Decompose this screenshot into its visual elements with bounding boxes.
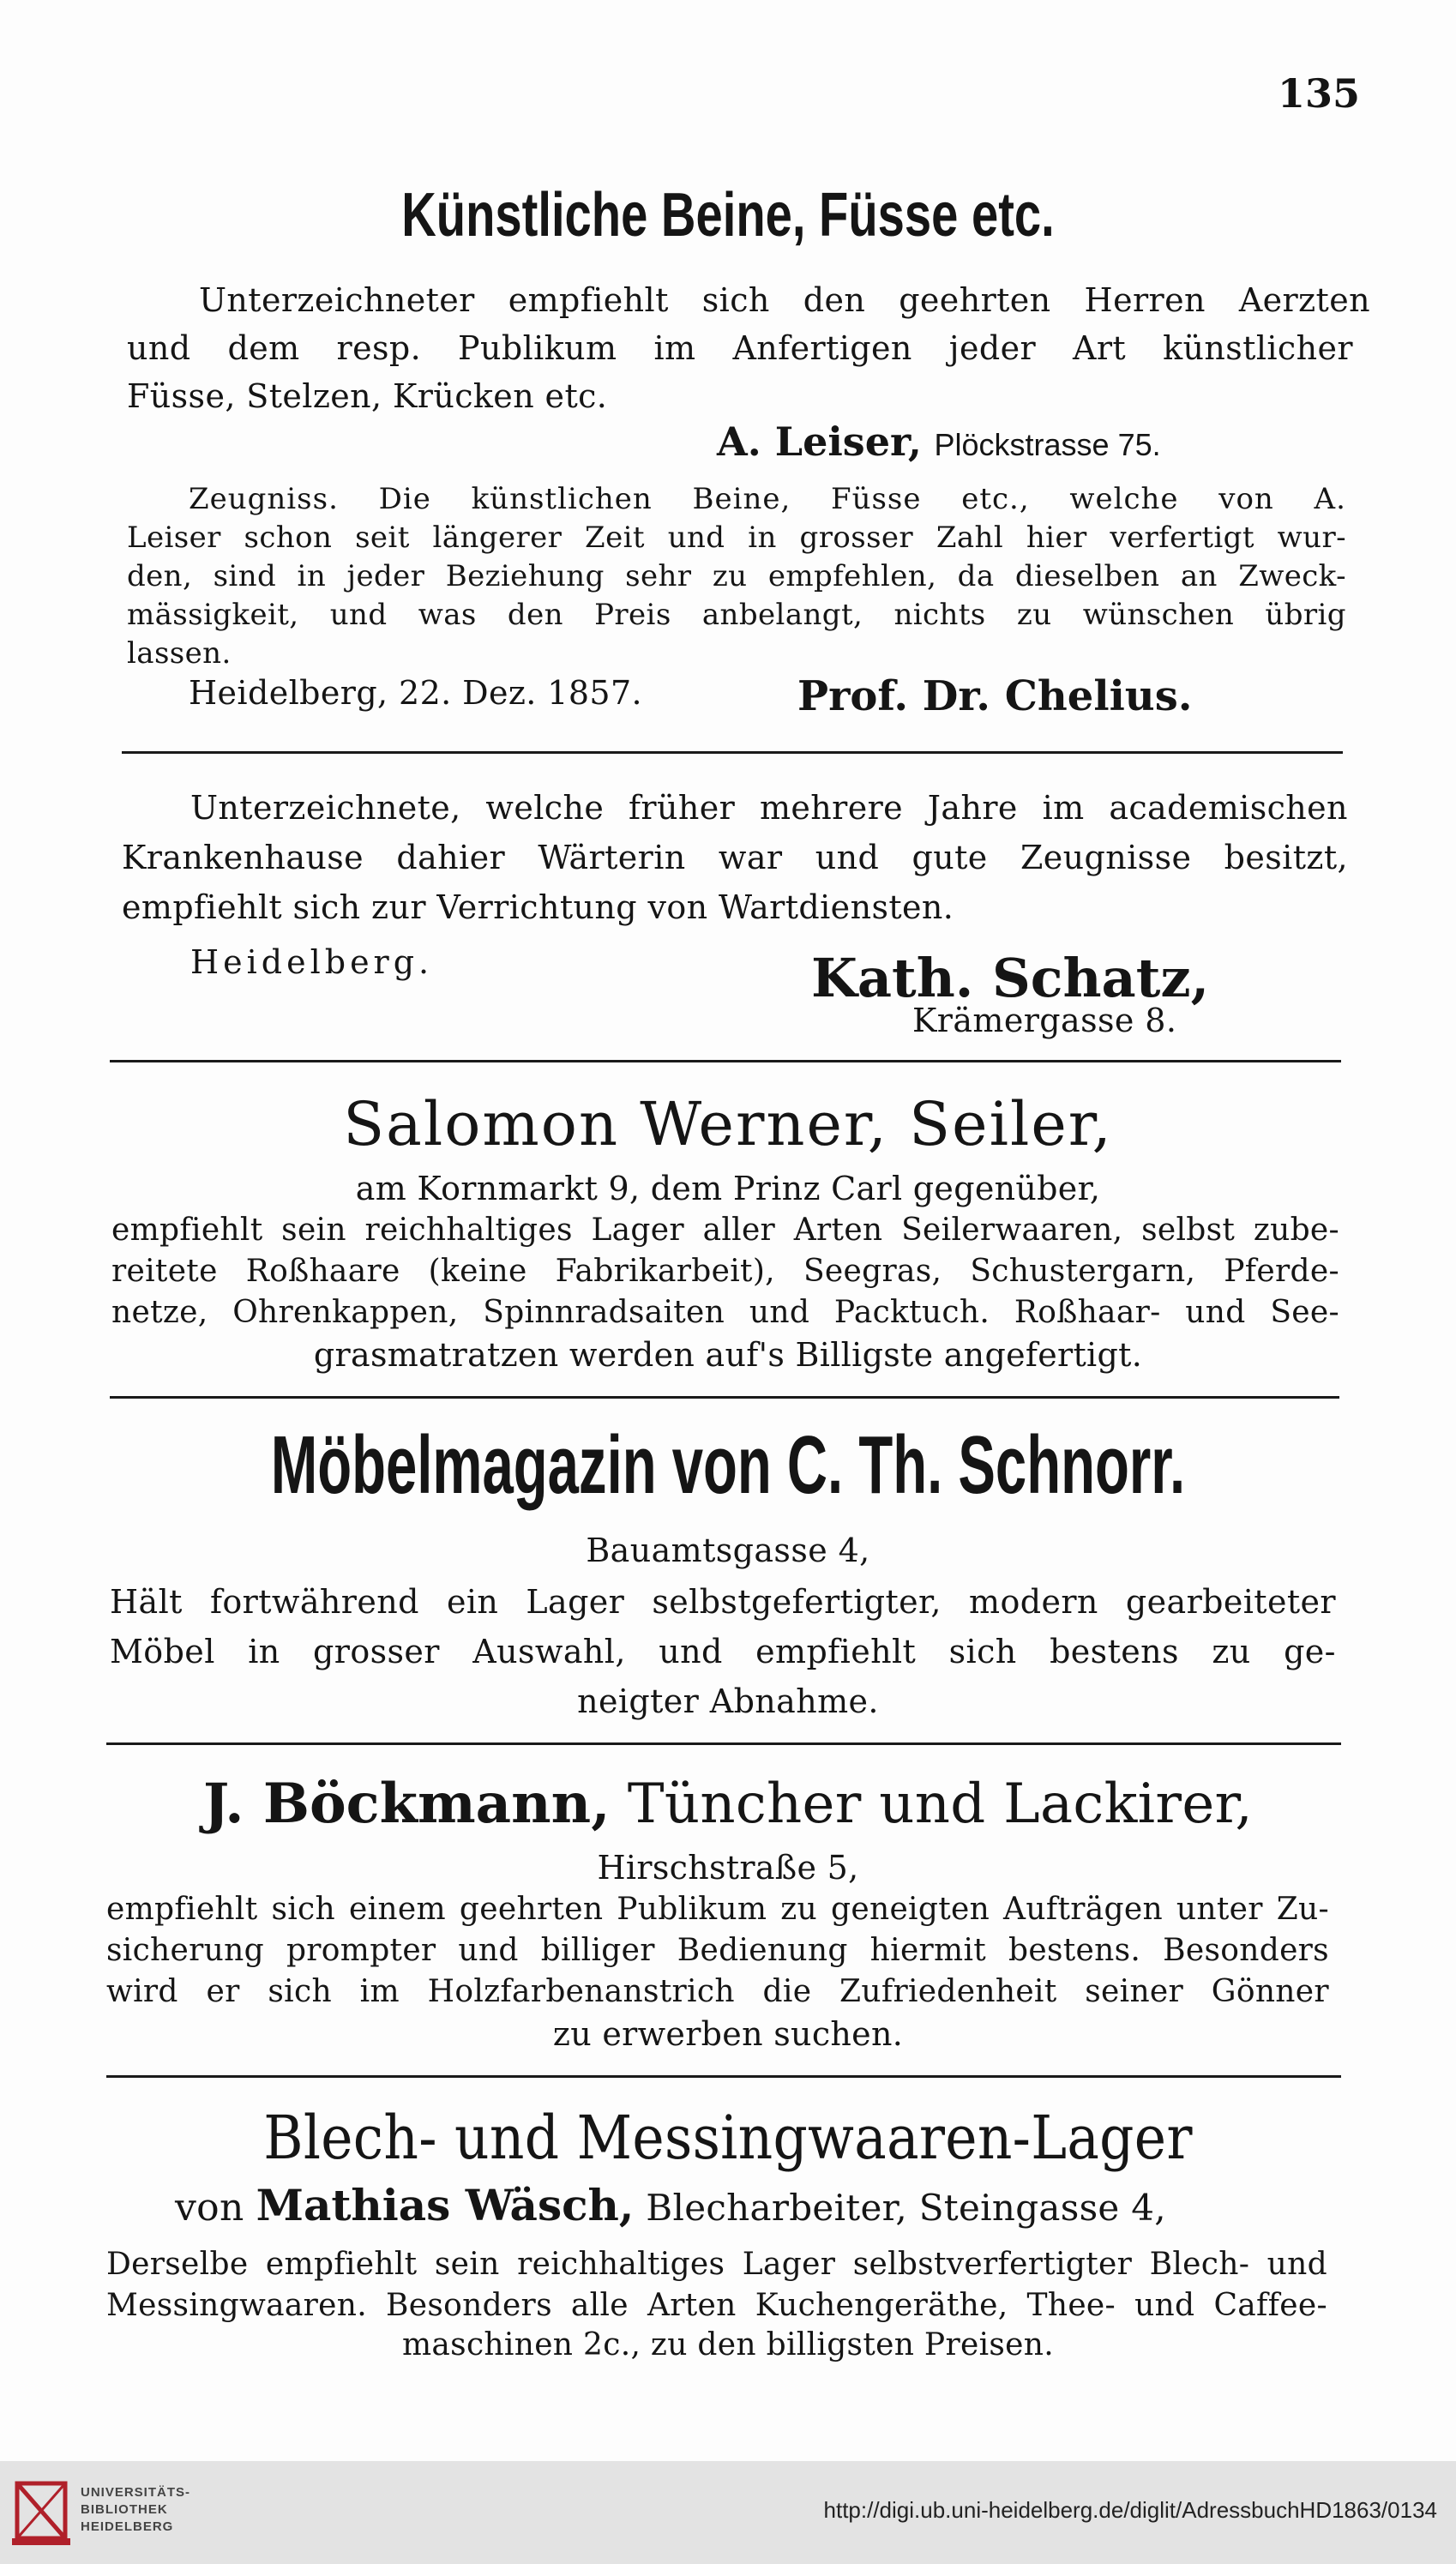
ad5-word: bestens. xyxy=(1008,1933,1141,1968)
ad1-signer-name: A. Leiser, xyxy=(717,418,922,465)
ad2-word: mehrere xyxy=(759,789,904,827)
ad1-testimony-word: längerer xyxy=(432,521,563,555)
ad4-title: Möbelmagazin von C. Th. Schnorr. xyxy=(270,1419,1186,1511)
ad3-word: (keine xyxy=(428,1254,527,1289)
ad1-word: jeder xyxy=(948,329,1037,367)
ad1-testimony-word: Zeugniss. xyxy=(189,482,339,516)
ad1-place-date: Heidelberg, 22. Dez. 1857. xyxy=(189,674,643,712)
ad5-word: Bedienung xyxy=(677,1933,848,1968)
ad6-word: Kuchengeräthe, xyxy=(755,2288,1008,2323)
ad1-word: Art xyxy=(1073,329,1127,367)
ad1-testimony-word: Leiser xyxy=(127,521,221,555)
ad1-testimony-word: und xyxy=(667,521,725,555)
source-url-link[interactable]: http://digi.ub.uni-heidelberg.de/diglit/AdressbuchHD1863/0134 xyxy=(823,2497,1437,2523)
ad5-word: billiger xyxy=(540,1933,655,1968)
ad1-word: geehrten xyxy=(899,281,1051,319)
ad3-word: Roßhaar- xyxy=(1014,1295,1161,1330)
ad4-last-line: neigter Abnahme. xyxy=(577,1682,879,1720)
ad1-word: Herren xyxy=(1084,281,1206,319)
ad5-word: prompter xyxy=(286,1933,436,1968)
ad2-word: empfiehlt sich zur Verrichtung von Wartdiensten. xyxy=(122,888,954,926)
ad1-testimony-word: mässigkeit, xyxy=(127,598,299,632)
ad1-testimony-line xyxy=(127,559,1346,593)
ad6-word: Thee- xyxy=(1026,2288,1116,2323)
ad5-name: J. Böckmann, xyxy=(202,1772,611,1836)
ad1-testimony-word: anbelangt, xyxy=(701,598,863,632)
ad5-word: geneigten xyxy=(831,1892,990,1927)
ad5-word: Publikum xyxy=(617,1892,767,1927)
ad1-testimony-word: welche xyxy=(1069,482,1179,516)
ad1-testimony-word: etc., xyxy=(961,482,1030,516)
ad2-word: im xyxy=(1042,789,1085,827)
ad4-word: Lager xyxy=(526,1583,625,1621)
ad1-testimony-word: in xyxy=(748,521,777,555)
ad3-word: Fabrikarbeit), xyxy=(555,1254,775,1289)
ad5-word: seiner xyxy=(1085,1974,1184,2009)
ad3-word: empfiehlt xyxy=(111,1213,263,1248)
ad1-word: sich xyxy=(701,281,770,319)
ad1-line xyxy=(127,329,1353,367)
ad3-title: Salomon Werner, Seiler, xyxy=(343,1089,1113,1159)
ad5-line xyxy=(106,1974,1329,2009)
ad2-name: Kath. Schatz, xyxy=(811,947,1210,1009)
ad2-place: Heidelberg. xyxy=(190,943,434,981)
ad1-testimony-word: verfertigt xyxy=(1110,521,1254,555)
ad3-word: und xyxy=(749,1295,810,1330)
ad6-last-line: maschinen 2c., zu den billigsten Preisen. xyxy=(401,2327,1054,2362)
ad2-address: Krämergasse 8. xyxy=(912,1002,1177,1039)
ad5-word: Besonders xyxy=(1163,1933,1329,1968)
ad4-address: Bauamtsgasse 4, xyxy=(586,1532,870,1569)
ad2-word: Jahre xyxy=(927,789,1018,827)
ad5-last-line: zu erwerben suchen. xyxy=(552,2015,904,2053)
ad1-word: Anfertigen xyxy=(732,329,912,367)
ad1-word: Füsse, Stelzen, Krücken etc. xyxy=(127,377,608,415)
ad1-testimony-word: sehr xyxy=(625,559,692,593)
ad3-line xyxy=(111,1254,1339,1289)
ad6-heading xyxy=(175,2180,1166,2230)
ad1-testimony-word: Preis xyxy=(594,598,671,632)
ad3-line xyxy=(111,1295,1339,1330)
ad3-word: Lager xyxy=(591,1213,684,1248)
divider-4 xyxy=(106,1742,1341,1745)
ad1-testimony-word: Beine, xyxy=(692,482,791,516)
ad4-word: modern xyxy=(969,1583,1098,1621)
ad1-line xyxy=(199,281,1370,319)
ad5-address: Hirschstraße 5, xyxy=(597,1849,859,1887)
ad1-testimony-word: hier xyxy=(1026,521,1087,555)
ad1-testimony-word: an xyxy=(1180,559,1218,593)
ad1-testimony-word: Zahl xyxy=(936,521,1004,555)
divider-5 xyxy=(106,2075,1341,2078)
ad6-word: empfiehlt xyxy=(265,2247,418,2282)
ad1-word: resp. xyxy=(336,329,422,367)
ad6-rest: Blecharbeiter, Steingasse 4, xyxy=(646,2187,1166,2229)
ad1-testimony-line xyxy=(127,598,1346,632)
ad3-word: selbst xyxy=(1141,1213,1236,1248)
ad6-word: sein xyxy=(434,2247,500,2282)
ad5-word: Aufträgen xyxy=(1003,1892,1163,1927)
divider-1 xyxy=(122,751,1343,754)
ad4-word: ge- xyxy=(1284,1633,1336,1670)
ad1-word: empfiehlt xyxy=(508,281,669,319)
ad6-line xyxy=(106,2247,1327,2282)
ad4-word: Auswahl, xyxy=(472,1633,626,1670)
ad5-word: Zu- xyxy=(1276,1892,1329,1927)
ad1-testimony-word: in xyxy=(297,559,327,593)
ad1-testimony-line xyxy=(127,521,1346,555)
ad4-word: empfiehlt xyxy=(755,1633,917,1670)
ad4-word: grosser xyxy=(313,1633,440,1670)
ad6-word: Arten xyxy=(647,2288,737,2323)
ad1-signer xyxy=(717,418,1161,465)
ad3-word: Seegras, xyxy=(803,1254,942,1289)
ad1-testimony-word: künstlichen xyxy=(471,482,653,516)
ad2-word: dahier xyxy=(396,839,506,876)
ad3-last-line: grasmatratzen werden auf's Billigste angefertigt. xyxy=(313,1336,1143,1374)
ad4-word: fortwährend xyxy=(209,1583,419,1621)
ad2-word: Wärterin xyxy=(538,839,686,876)
ad6-word: Caffee- xyxy=(1213,2288,1327,2323)
ad1-testimony-word: Beziehung xyxy=(445,559,605,593)
ad1-testimony-word: übrig xyxy=(1265,598,1346,632)
library-logo-icon xyxy=(12,2477,70,2549)
page-number: 135 xyxy=(1278,70,1361,117)
ad3-word: Ohrenkappen, xyxy=(232,1295,459,1330)
ad4-line xyxy=(110,1583,1336,1621)
ad6-word: selbstverfertigter xyxy=(852,2247,1133,2282)
ad1-testimony-word: Die xyxy=(378,482,431,516)
ad1-testimony-word: dieselben xyxy=(1014,559,1160,593)
ad3-word: und xyxy=(1185,1295,1246,1330)
ad2-word: und xyxy=(815,839,880,876)
ad1-testimony-word: Füsse xyxy=(831,482,922,516)
ad4-line xyxy=(110,1633,1336,1670)
ad1-testimony-word: A. xyxy=(1314,482,1346,516)
ad3-word: Pferde- xyxy=(1224,1254,1339,1289)
ad6-word: Derselbe xyxy=(106,2247,249,2282)
ad1-testimony-word: den xyxy=(507,598,563,632)
ad2-word: academischen xyxy=(1109,789,1348,827)
divider-3 xyxy=(110,1396,1339,1399)
logo-line-1: UNIVERSITÄTS- xyxy=(81,2485,191,2500)
ad3-word: aller xyxy=(702,1213,776,1248)
ad1-testimony-word: lassen. xyxy=(127,636,232,671)
ad3-subtitle: am Kornmarkt 9, dem Prinz Carl gegenüber, xyxy=(355,1170,1101,1207)
ad5-word: die xyxy=(762,1974,812,2009)
ad2-word: früher xyxy=(628,789,736,827)
ad1-word: künstlicher xyxy=(1163,329,1353,367)
ad1-testimony-line xyxy=(189,482,1346,516)
ad1-testimony-word: nichts xyxy=(893,598,986,632)
ad5-line xyxy=(106,1892,1329,1927)
ad5-trade: Tüncher und Lackirer, xyxy=(627,1773,1254,1836)
ad4-word: selbstgefertigter, xyxy=(652,1583,942,1621)
ad2-word: war xyxy=(718,839,783,876)
ad1-testimony-word: Zeit xyxy=(585,521,645,555)
ad2-word: Zeugnisse xyxy=(1020,839,1192,876)
divider-2 xyxy=(110,1060,1341,1062)
logo-line-3: HEIDELBERG xyxy=(81,2519,174,2534)
ad5-word: zu xyxy=(780,1892,818,1927)
ad5-word: und xyxy=(458,1933,519,1968)
ad6-word: Besonders xyxy=(386,2288,552,2323)
ad2-word: Unterzeichnete, xyxy=(190,789,461,827)
logo-line-2: BIBLIOTHEK xyxy=(81,2502,168,2517)
ad5-word: Zufriedenheit xyxy=(839,1974,1057,2009)
ad1-professor: Prof. Dr. Chelius. xyxy=(797,672,1193,720)
ad3-word: reichhaltiges xyxy=(364,1213,573,1248)
ad1-word: und xyxy=(127,329,191,367)
ad5-word: wird xyxy=(106,1974,178,2009)
ad3-word: Seilerwaaren, xyxy=(901,1213,1123,1248)
ad1-testimony-word: seit xyxy=(355,521,410,555)
ad1-word: den xyxy=(803,281,866,319)
ad2-line xyxy=(122,839,1348,876)
ad3-word: netze, xyxy=(111,1295,208,1330)
ad1-word: Unterzeichneter xyxy=(199,281,475,319)
ad5-word: hiermit xyxy=(869,1933,987,1968)
ad3-word: sein xyxy=(281,1213,346,1248)
ad5-word: im xyxy=(359,1974,400,2009)
ad4-word: Hält xyxy=(110,1583,183,1621)
ad5-line xyxy=(106,1933,1329,1968)
ad4-word: Möbel xyxy=(110,1633,215,1670)
ad1-testimony-word: von xyxy=(1218,482,1274,516)
ad1-testimony-word: zu xyxy=(1016,598,1052,632)
ad1-title: Künstliche Beine, Füsse etc. xyxy=(401,181,1055,250)
ad1-testimony-word: zu xyxy=(712,559,748,593)
ad1-word: Publikum xyxy=(458,329,617,367)
ad4-word: bestens xyxy=(1050,1633,1179,1670)
ad5-word: Gönner xyxy=(1211,1974,1329,2009)
ad3-word: Arten xyxy=(793,1213,883,1248)
ad6-word: Blech- xyxy=(1149,2247,1250,2282)
ad4-word: gearbeiteter xyxy=(1125,1583,1336,1621)
ad1-testimony-word: da xyxy=(957,559,995,593)
ad3-word: See- xyxy=(1270,1295,1339,1330)
ad6-line xyxy=(106,2288,1327,2323)
ad6-by: von xyxy=(175,2186,244,2230)
ad3-word: reitete xyxy=(111,1254,218,1289)
ad6-word: reichhaltiges xyxy=(517,2247,725,2282)
ad4-word: ein xyxy=(446,1583,499,1621)
ad1-testimony-line xyxy=(127,636,1346,671)
ad4-word: sich xyxy=(948,1633,1017,1670)
ad2-word: welche xyxy=(485,789,605,827)
ad6-word: und xyxy=(1134,2288,1195,2323)
ad5-word: sich xyxy=(268,1974,332,2009)
ad6-title: Blech- und Messingwaaren-Lager xyxy=(263,2103,1193,2173)
ad1-testimony-word: was xyxy=(418,598,477,632)
ad1-testimony-word: schon xyxy=(244,521,333,555)
ad2-word: gute xyxy=(912,839,988,876)
ad3-word: Packtuch. xyxy=(833,1295,990,1330)
ad1-testimony-word: wünschen xyxy=(1082,598,1235,632)
ad1-word: Aerzten xyxy=(1238,281,1370,319)
ad6-word: alle xyxy=(570,2288,629,2323)
ad1-line xyxy=(127,377,1353,415)
ad3-line xyxy=(111,1213,1339,1248)
ad1-signer-address: Plöckstrasse 75. xyxy=(934,427,1161,462)
ad6-word: Lager xyxy=(742,2247,836,2282)
ad5-heading xyxy=(0,1772,1456,1836)
ad3-word: Roßhaare xyxy=(245,1254,400,1289)
ad1-testimony-word: sind xyxy=(213,559,277,593)
ad5-word: Holzfarbenanstrich xyxy=(427,1974,735,2009)
ad6-name: Mathias Wäsch, xyxy=(256,2180,635,2230)
ad5-word: einem xyxy=(348,1892,446,1927)
ad1-testimony-word: grosser xyxy=(799,521,914,555)
ad2-word: Krankenhause xyxy=(122,839,364,876)
ad4-word: zu xyxy=(1212,1633,1251,1670)
ad3-word: Spinnradsaiten xyxy=(483,1295,725,1330)
ad5-word: sich xyxy=(271,1892,336,1927)
ad5-word: geehrten xyxy=(459,1892,604,1927)
ad1-testimony-word: Zweck- xyxy=(1238,559,1346,593)
ad1-testimony-word: empfehlen, xyxy=(767,559,937,593)
ad2-line xyxy=(122,888,1348,926)
ad3-word: zube- xyxy=(1253,1213,1339,1248)
ad2-line xyxy=(190,789,1348,827)
ad3-word: Schustergarn, xyxy=(970,1254,1196,1289)
ad2-word: besitzt, xyxy=(1224,839,1348,876)
ad5-word: sicherung xyxy=(106,1933,264,1968)
ad1-word: im xyxy=(653,329,696,367)
ad4-word: und xyxy=(659,1633,723,1670)
ad1-testimony-word: jeder xyxy=(346,559,425,593)
ad1-word: dem xyxy=(227,329,300,367)
ad5-word: er xyxy=(206,1974,240,2009)
ad4-word: in xyxy=(248,1633,280,1670)
ad5-word: unter xyxy=(1176,1892,1263,1927)
ad1-testimony-word: den, xyxy=(127,559,193,593)
ad1-testimony-word: wur- xyxy=(1277,521,1346,555)
ad6-word: und xyxy=(1266,2247,1327,2282)
ad1-testimony-word: und xyxy=(329,598,388,632)
ad5-word: empfiehlt xyxy=(106,1892,258,1927)
ad6-word: Messingwaaren. xyxy=(106,2288,367,2323)
